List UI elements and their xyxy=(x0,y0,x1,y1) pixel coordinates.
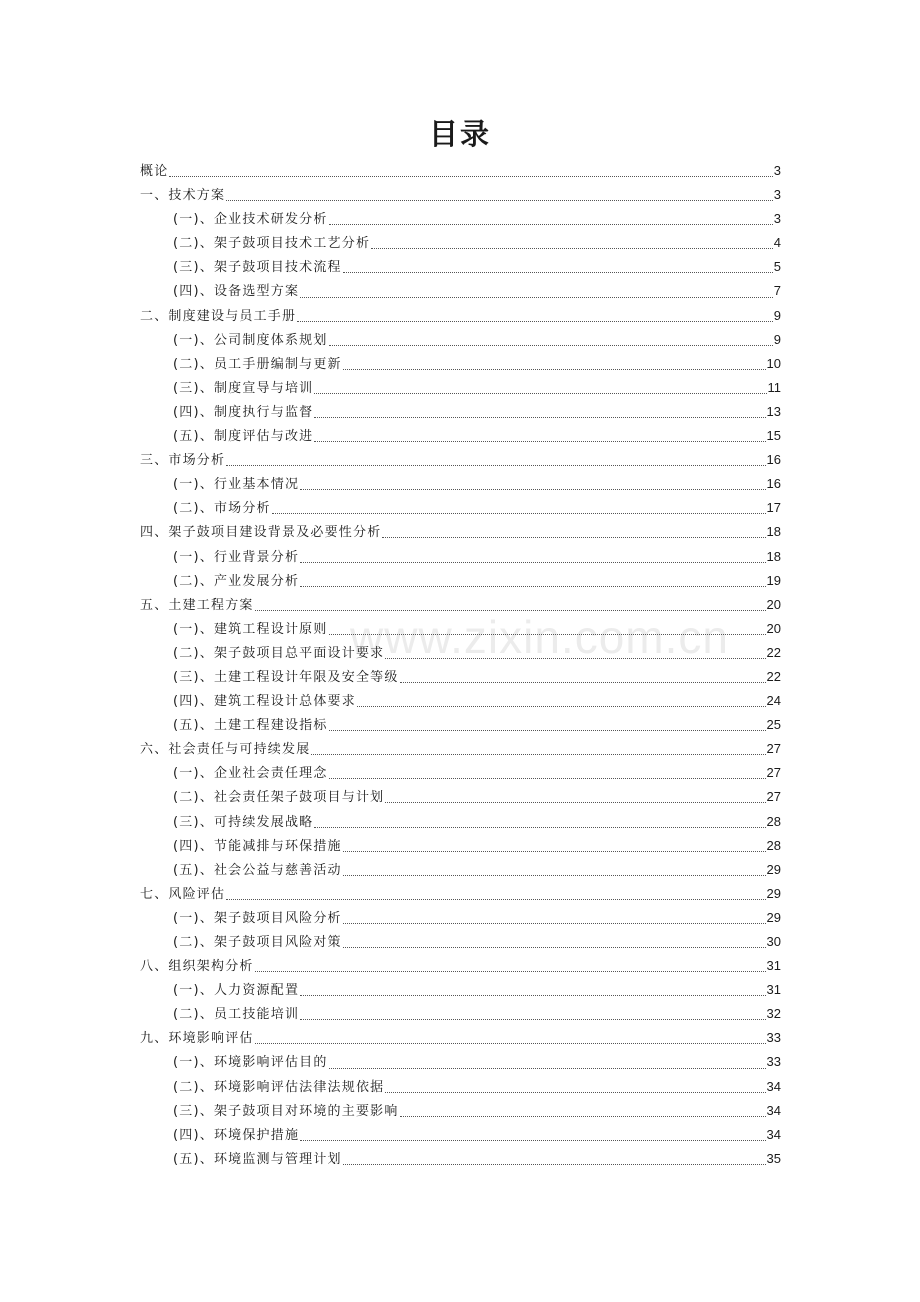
toc-entry-page-number: 5 xyxy=(773,259,781,275)
toc-entry-page-number: 34 xyxy=(766,1102,781,1118)
toc-entry[interactable] xyxy=(140,713,781,737)
toc-entry-label: (一)、公司制度体系规划 xyxy=(173,332,328,348)
toc-dot-leader xyxy=(329,344,773,346)
toc-dot-leader xyxy=(371,247,773,249)
toc-entry-label: (一)、企业社会责任理念 xyxy=(173,766,328,782)
toc-entry-page-number: 28 xyxy=(766,837,781,853)
toc-entry-page-number: 20 xyxy=(766,596,781,612)
toc-entry-page-number: 28 xyxy=(766,813,781,829)
toc-entry[interactable] xyxy=(140,255,781,279)
toc-entry-label: 概论 xyxy=(140,164,169,179)
toc-dot-leader xyxy=(385,657,765,659)
toc-entry-page-number: 20 xyxy=(766,620,781,636)
toc-entry[interactable] xyxy=(140,1026,781,1050)
toc-entry-label: 一、技术方案 xyxy=(140,188,226,204)
toc-entry-page-number: 15 xyxy=(766,428,781,444)
toc-entry-label: (三)、土建工程设计年限及安全等级 xyxy=(173,669,399,685)
toc-entry-page-number: 16 xyxy=(766,452,781,468)
toc-entry[interactable] xyxy=(140,593,781,617)
toc-entry-label: 五、土建工程方案 xyxy=(140,597,254,613)
toc-entry-page-number: 18 xyxy=(766,524,781,540)
toc-entry[interactable] xyxy=(140,858,781,882)
toc-entry[interactable] xyxy=(140,930,781,954)
toc-dot-leader xyxy=(343,946,766,948)
toc-entry-label: 八、组织架构分析 xyxy=(140,959,254,975)
toc-dot-leader xyxy=(329,633,766,635)
toc-entry-label: (四)、环境保护措施 xyxy=(173,1127,300,1143)
toc-entry-page-number: 3 xyxy=(773,163,781,178)
toc-entry-page-number: 31 xyxy=(766,958,781,974)
toc-entry[interactable] xyxy=(140,352,781,376)
toc-entry[interactable] xyxy=(140,328,781,352)
toc-entry-label: (二)、架子鼓项目总平面设计要求 xyxy=(173,645,385,661)
toc-entry[interactable] xyxy=(140,376,781,400)
toc-entry[interactable] xyxy=(140,1050,781,1074)
toc-dot-leader xyxy=(329,777,766,779)
toc-dot-leader xyxy=(343,368,766,370)
toc-entry[interactable] xyxy=(140,545,781,569)
toc-dot-leader xyxy=(400,1115,766,1117)
toc-dot-leader xyxy=(255,970,766,972)
toc-entry-label: (二)、架子鼓项目技术工艺分析 xyxy=(173,236,371,252)
toc-entry[interactable] xyxy=(140,1075,781,1099)
toc-entry-label: (三)、架子鼓项目技术流程 xyxy=(173,260,342,276)
toc-entry-label: (二)、员工技能培训 xyxy=(173,1007,300,1023)
toc-entry-page-number: 25 xyxy=(766,717,781,733)
toc-dot-leader xyxy=(300,1018,765,1020)
toc-entry[interactable] xyxy=(140,954,781,978)
toc-entry-label: (二)、市场分析 xyxy=(173,501,271,517)
toc-entry[interactable] xyxy=(140,183,781,207)
toc-dot-leader xyxy=(300,488,765,490)
toc-entry[interactable] xyxy=(140,496,781,520)
toc-entry-label: (五)、土建工程建设指标 xyxy=(173,718,328,734)
toc-entry-page-number: 13 xyxy=(766,403,781,419)
toc-dot-leader xyxy=(357,705,766,707)
toc-dot-leader xyxy=(226,898,765,900)
toc-entry[interactable] xyxy=(140,448,781,472)
toc-dot-leader xyxy=(300,994,765,996)
toc-entry-page-number: 19 xyxy=(766,572,781,588)
toc-dot-leader xyxy=(300,1139,765,1141)
toc-entry-label: (二)、产业发展分析 xyxy=(173,573,300,589)
toc-dot-leader xyxy=(343,1163,766,1165)
toc-entry-label: 四、架子鼓项目建设背景及必要性分析 xyxy=(140,525,382,541)
toc-entry[interactable] xyxy=(140,400,781,424)
toc-dot-leader xyxy=(255,1042,766,1044)
toc-dot-leader xyxy=(300,585,765,587)
toc-entry-page-number: 9 xyxy=(773,307,781,323)
toc-entry-page-number: 27 xyxy=(766,765,781,781)
toc-entry-label: (五)、制度评估与改进 xyxy=(173,429,314,445)
toc-entry-page-number: 18 xyxy=(766,548,781,564)
toc-entry-label: (一)、行业基本情况 xyxy=(173,477,300,493)
toc-entry-page-number: 22 xyxy=(766,644,781,660)
toc-dot-leader xyxy=(343,922,766,924)
toc-entry-page-number: 29 xyxy=(766,885,781,901)
toc-entry-page-number: 33 xyxy=(766,1054,781,1070)
toc-entry-page-number: 33 xyxy=(766,1030,781,1046)
toc-entry[interactable] xyxy=(140,472,781,496)
toc-dot-leader xyxy=(226,464,765,466)
toc-entry-label: (二)、环境影响评估法律法规依据 xyxy=(173,1079,385,1095)
table-of-contents xyxy=(140,159,781,1171)
toc-entry-page-number: 17 xyxy=(766,500,781,516)
toc-dot-leader xyxy=(272,512,766,514)
toc-dot-leader xyxy=(311,753,765,755)
toc-entry-label: (四)、制度执行与监督 xyxy=(173,404,314,420)
toc-entry-page-number: 34 xyxy=(766,1078,781,1094)
toc-entry-label: (三)、可持续发展战略 xyxy=(173,814,314,830)
toc-entry-label: (一)、架子鼓项目风险分析 xyxy=(173,910,342,926)
toc-entry[interactable] xyxy=(140,520,781,544)
toc-entry[interactable] xyxy=(140,810,781,834)
toc-dot-leader xyxy=(343,271,773,273)
toc-entry-label: 九、环境影响评估 xyxy=(140,1031,254,1047)
watermark: www.zixin.com.cn xyxy=(350,611,729,663)
toc-entry-label: (五)、社会公益与慈善活动 xyxy=(173,862,342,878)
toc-entry-page-number: 22 xyxy=(766,668,781,684)
toc-entry-label: (二)、员工手册编制与更新 xyxy=(173,356,342,372)
toc-entry-label: 三、市场分析 xyxy=(140,453,226,469)
toc-entry-label: (五)、环境监测与管理计划 xyxy=(173,1151,342,1167)
toc-entry-page-number: 24 xyxy=(766,693,781,709)
toc-dot-leader xyxy=(169,175,772,177)
toc-entry-label: (三)、制度宣导与培训 xyxy=(173,380,314,396)
toc-entry-page-number: 4 xyxy=(773,235,781,251)
toc-entry-page-number: 31 xyxy=(766,982,781,998)
toc-entry-label: (二)、社会责任架子鼓项目与计划 xyxy=(173,790,385,806)
toc-entry-page-number: 11 xyxy=(767,379,781,395)
toc-entry[interactable] xyxy=(140,1099,781,1123)
toc-entry-label: (一)、人力资源配置 xyxy=(173,983,300,999)
toc-entry-page-number: 29 xyxy=(766,861,781,877)
toc-entry[interactable] xyxy=(140,834,781,858)
toc-dot-leader xyxy=(314,392,766,394)
toc-dot-leader xyxy=(329,223,773,225)
page-title: 目录 xyxy=(428,117,491,151)
toc-entry-label: 六、社会责任与可持续发展 xyxy=(140,742,311,758)
toc-dot-leader xyxy=(300,296,773,298)
toc-dot-leader xyxy=(329,1067,766,1069)
toc-dot-leader xyxy=(385,1091,765,1093)
toc-entry[interactable] xyxy=(140,978,781,1002)
toc-dot-leader xyxy=(314,440,765,442)
toc-entry[interactable] xyxy=(140,159,781,183)
toc-entry-page-number: 16 xyxy=(766,476,781,492)
toc-entry-page-number: 7 xyxy=(773,283,781,299)
toc-entry[interactable] xyxy=(140,882,781,906)
toc-entry-page-number: 35 xyxy=(766,1150,781,1166)
toc-entry[interactable] xyxy=(140,1123,781,1147)
toc-dot-leader xyxy=(314,826,765,828)
toc-entry-page-number: 3 xyxy=(773,211,781,227)
toc-entry-label: (四)、设备选型方案 xyxy=(173,284,300,300)
toc-dot-leader xyxy=(400,681,766,683)
toc-entry-page-number: 10 xyxy=(766,355,781,371)
toc-entry-label: (二)、架子鼓项目风险对策 xyxy=(173,935,342,950)
toc-entry[interactable] xyxy=(140,906,781,930)
toc-entry[interactable] xyxy=(140,1002,781,1026)
toc-entry[interactable] xyxy=(140,1147,781,1171)
toc-entry-label: 二、制度建设与员工手册 xyxy=(140,308,297,324)
toc-entry[interactable] xyxy=(140,617,781,641)
toc-entry[interactable] xyxy=(140,641,781,665)
toc-entry[interactable] xyxy=(140,207,781,231)
toc-entry[interactable] xyxy=(140,665,781,689)
toc-entry-label: (三)、架子鼓项目对环境的主要影响 xyxy=(173,1103,399,1119)
toc-entry[interactable] xyxy=(140,689,781,713)
toc-entry-label: (四)、节能减排与环保措施 xyxy=(173,838,342,854)
toc-dot-leader xyxy=(385,801,765,803)
toc-entry-label: (一)、建筑工程设计原则 xyxy=(173,621,328,637)
toc-dot-leader xyxy=(255,609,766,611)
toc-entry-label: (一)、行业背景分析 xyxy=(173,549,300,565)
toc-entry[interactable] xyxy=(140,231,781,255)
toc-entry-label: 七、风险评估 xyxy=(140,886,226,902)
toc-entry-page-number: 3 xyxy=(773,187,781,203)
toc-entry[interactable] xyxy=(140,424,781,448)
toc-dot-leader xyxy=(343,850,766,852)
toc-dot-leader xyxy=(382,536,765,538)
toc-dot-leader xyxy=(226,199,773,201)
toc-dot-leader xyxy=(314,416,765,418)
toc-entry[interactable] xyxy=(140,304,781,328)
toc-entry-label: (一)、环境影响评估目的 xyxy=(173,1055,328,1071)
toc-dot-leader xyxy=(329,729,766,731)
toc-entry-label: (一)、企业技术研发分析 xyxy=(173,212,328,228)
toc-entry-page-number: 29 xyxy=(766,909,781,925)
toc-entry[interactable] xyxy=(140,279,781,303)
toc-entry[interactable] xyxy=(140,737,781,761)
toc-entry-page-number: 27 xyxy=(766,789,781,805)
toc-entry[interactable] xyxy=(140,761,781,785)
toc-entry[interactable] xyxy=(140,785,781,809)
toc-dot-leader xyxy=(343,874,766,876)
toc-entry-page-number: 34 xyxy=(766,1126,781,1142)
toc-dot-leader xyxy=(300,561,765,563)
toc-entry-page-number: 9 xyxy=(773,331,781,347)
toc-dot-leader xyxy=(297,320,773,322)
toc-entry-page-number: 27 xyxy=(766,741,781,757)
toc-entry-page-number: 32 xyxy=(766,1006,781,1022)
toc-entry-page-number: 30 xyxy=(766,934,781,949)
toc-entry[interactable] xyxy=(140,569,781,593)
toc-entry-label: (四)、建筑工程设计总体要求 xyxy=(173,694,356,710)
